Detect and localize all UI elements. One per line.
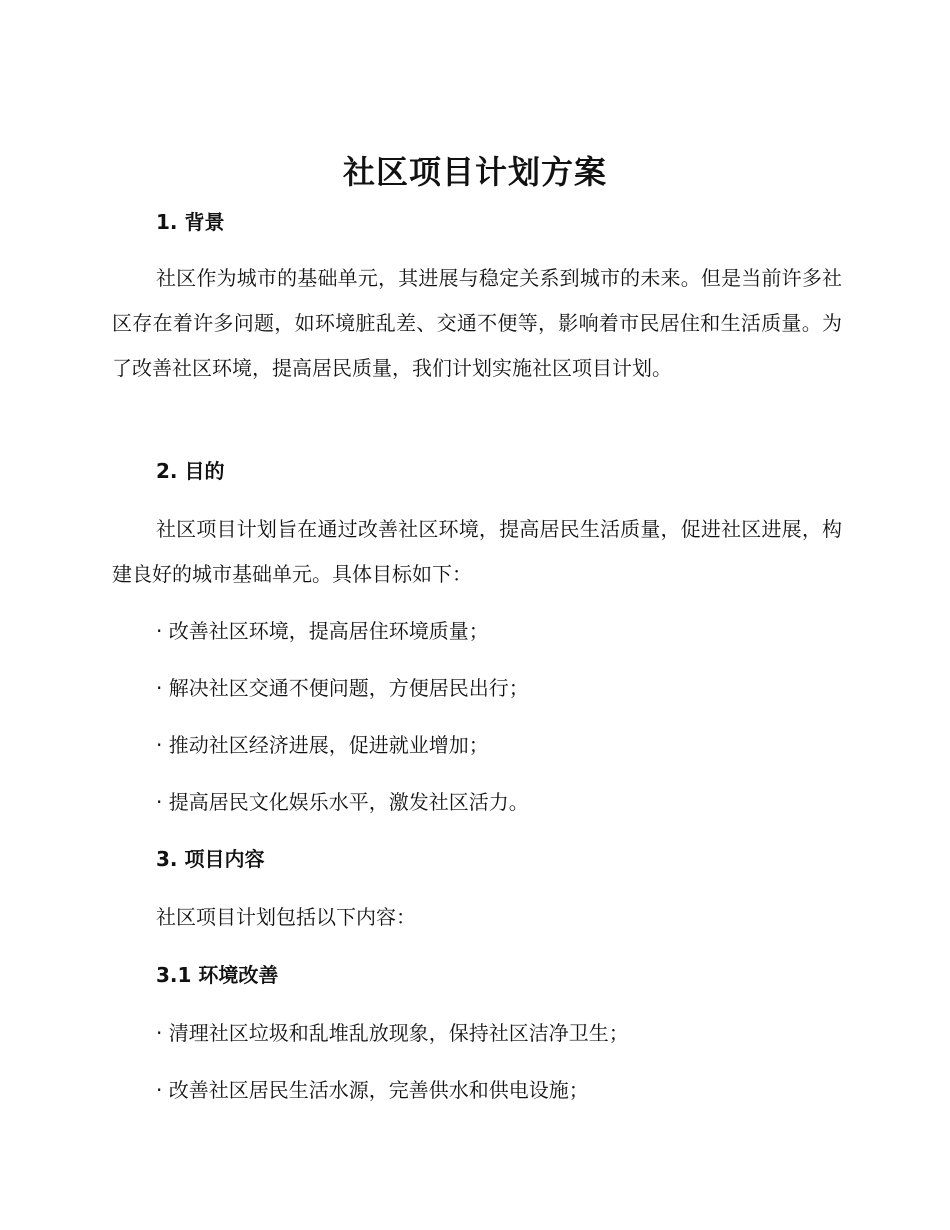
- content-intro: 社区项目计划包括以下内容：: [156, 905, 416, 929]
- heading-background: 1. 背景: [156, 210, 225, 234]
- subheading-environment: 3.1 环境改善: [156, 963, 279, 987]
- heading-purpose: 2. 目的: [156, 459, 225, 483]
- list-item-purpose-4: · 提高居民文化娱乐水平，激发社区活力。: [156, 790, 529, 814]
- document-title: 社区项目计划方案: [342, 153, 607, 191]
- heading-content: 3. 项目内容: [156, 847, 265, 871]
- paragraph-purpose: 社区项目计划旨在通过改善社区环境，提高居民生活质量，促进社区进展，构建良好的城市基础单元。具体目标如下：: [112, 517, 842, 586]
- list-item-purpose-1: · 改善社区环境，提高居住环境质量；: [156, 619, 489, 643]
- list-item-purpose-3: · 推动社区经济进展，促进就业增加；: [156, 733, 489, 757]
- paragraph-background: 社区作为城市的基础单元，其进展与稳定关系到城市的未来。但是当前许多社区存在着许多问题，如环境脏乱差、交通不便等，影响着市民居住和生活质量。为了改善社区环境，提高居民质量，我们计划实施社区项目计划。: [112, 266, 842, 380]
- list-item-environment-1: · 清理社区垃圾和乱堆乱放现象，保持社区洁净卫生；: [156, 1021, 629, 1045]
- list-item-environment-2: · 改善社区居民生活水源，完善供水和供电设施；: [156, 1078, 589, 1102]
- list-item-purpose-2: · 解决社区交通不便问题，方便居民出行；: [156, 676, 529, 700]
